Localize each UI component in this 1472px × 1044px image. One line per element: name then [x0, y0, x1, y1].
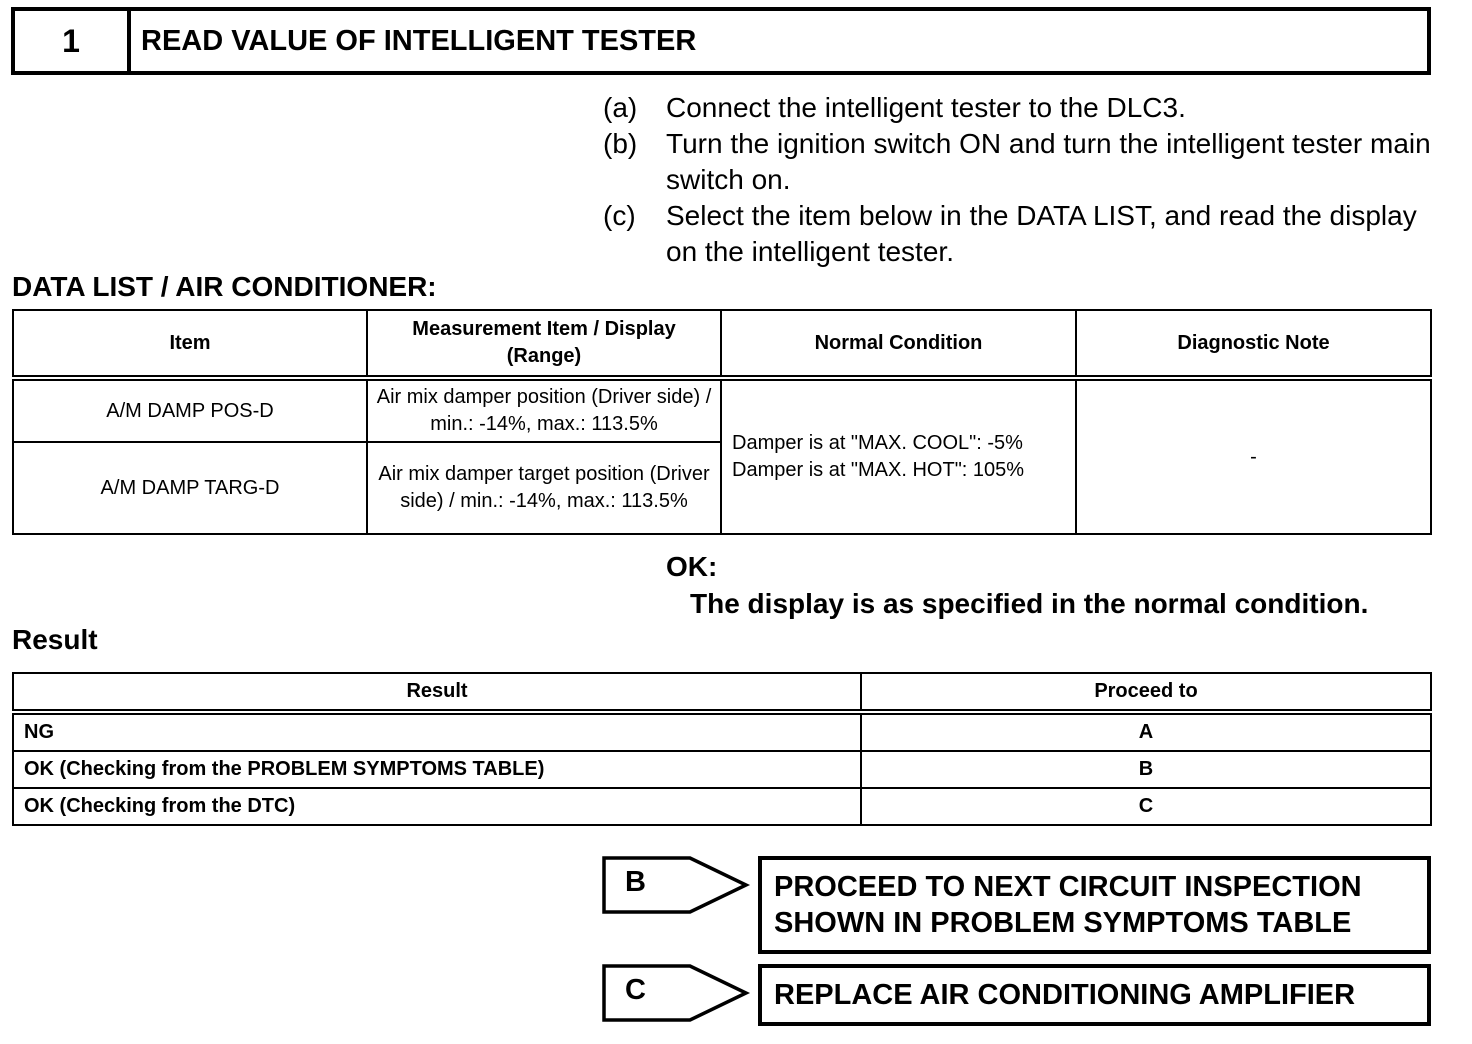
- arrow-b-label: B: [625, 866, 646, 898]
- instruction-item: [603, 198, 1443, 270]
- result-cell: NG: [13, 712, 861, 751]
- table-header-row: [13, 673, 1431, 712]
- instruction-item: [603, 126, 1443, 198]
- result-cell: OK (Checking from the DTC): [13, 788, 861, 825]
- instruction-letter: (a): [603, 92, 638, 123]
- normal-condition-line: Damper is at "MAX. COOL": -5%: [732, 432, 1023, 454]
- step-title: READ VALUE OF INTELLIGENT TESTER: [141, 24, 697, 57]
- item-cell: A/M DAMP POS-D: [13, 378, 367, 442]
- column-header: Normal Condition: [721, 310, 1076, 378]
- table-row: [13, 712, 1431, 751]
- column-header: Measurement Item / Display (Range): [367, 310, 721, 378]
- result-title: Result: [12, 624, 98, 655]
- normal-condition-cell: [721, 378, 1076, 534]
- instruction-text: Select the item below in the DATA LIST, and read the display on the intelligent tester.: [666, 200, 1417, 267]
- proceed-cell: A: [861, 712, 1431, 751]
- table-header-row: [13, 310, 1431, 378]
- table-row: [13, 751, 1431, 788]
- action-text-line: REPLACE AIR CONDITIONING AMPLIFIER: [774, 979, 1356, 1011]
- table-row: [13, 788, 1431, 825]
- instruction-text: Turn the ignition switch ON and turn the intelligent tester main switch on.: [666, 128, 1431, 195]
- proceed-cell: B: [861, 751, 1431, 788]
- column-header: Proceed to: [861, 673, 1431, 712]
- result-table: [12, 672, 1432, 826]
- ok-text: The display is as specified in the normal condition.: [690, 588, 1369, 619]
- step-header: [11, 7, 1431, 75]
- action-text-line: PROCEED TO NEXT CIRCUIT INSPECTION: [774, 871, 1362, 903]
- measurement-cell: Air mix damper target position (Driver side) / min.: -14%, max.: 113.5%: [367, 442, 721, 534]
- measurement-cell: Air mix damper position (Driver side) / min.: -14%, max.: 113.5%: [367, 378, 721, 442]
- table-row: [13, 378, 1431, 442]
- ok-label: OK:: [666, 551, 718, 582]
- result-cell: OK (Checking from the PROBLEM SYMPTOMS TABLE): [13, 751, 861, 788]
- instruction-text: Connect the intelligent tester to the DLC3.: [666, 92, 1186, 123]
- arrow-c-label: C: [625, 974, 646, 1006]
- instruction-letter: (c): [603, 200, 636, 231]
- action-box-c: [758, 964, 1431, 1026]
- action-box-b: [758, 856, 1431, 954]
- action-text-line: SHOWN IN PROBLEM SYMPTOMS TABLE: [774, 907, 1352, 939]
- column-header: Diagnostic Note: [1076, 310, 1431, 378]
- normal-condition-line: Damper is at "MAX. HOT": 105%: [732, 459, 1025, 481]
- instruction-item: [603, 90, 1443, 126]
- step-number: 1: [15, 11, 131, 71]
- instruction-list: [603, 90, 1443, 270]
- column-header: Item: [13, 310, 367, 378]
- instruction-letter: (b): [603, 128, 638, 159]
- diagnostic-note-cell: -: [1076, 378, 1431, 534]
- column-header: Result: [13, 673, 861, 712]
- item-cell: A/M DAMP TARG-D: [13, 442, 367, 534]
- proceed-cell: C: [861, 788, 1431, 825]
- data-list-title: DATA LIST / AIR CONDITIONER:: [12, 271, 437, 302]
- data-list-table: [12, 309, 1432, 535]
